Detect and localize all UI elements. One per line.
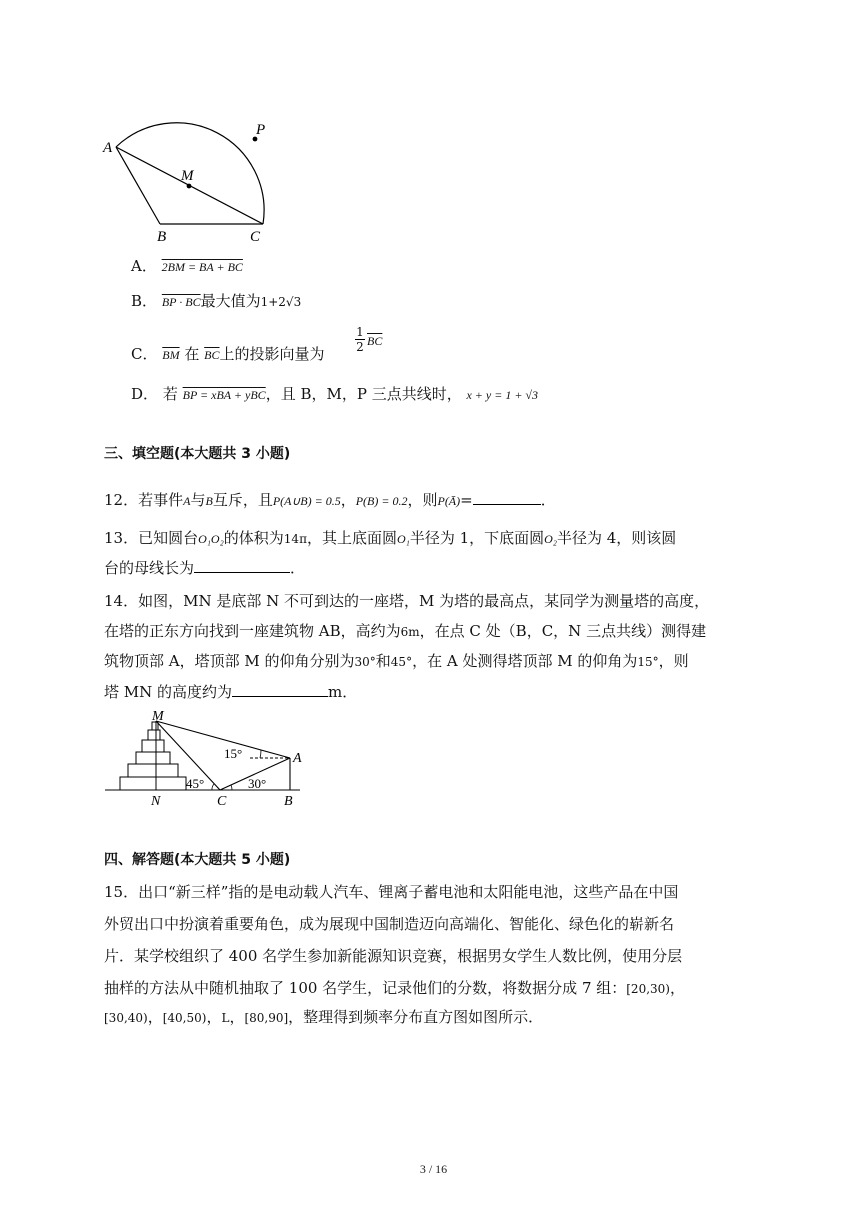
q14-line2: 在塔的正东方向找到一座建筑物 AB，高约为6m，在点 C 处（B，C，N 三点共线）测得建 — [104, 622, 707, 640]
q15-line5: [30,40)，[40,50)，L，[80,90]，整理得到频率分布直方图如图所示． — [104, 1008, 544, 1026]
q15-line3: 片．某学校组织了 400 名学生参加新能源知识竞赛，根据男女学生人数比例，使用分层 — [104, 947, 683, 965]
q14-line1: 14．如图，MN 是底部 N 不可到达的一座塔，M 为塔的最高点，某同学为测量塔的高度， — [104, 592, 710, 610]
label-B: B — [157, 229, 167, 245]
label-A: A — [103, 140, 113, 156]
option-A-math: 2BM = BA + BC — [161, 260, 243, 274]
q15-line1: 15．出口“新三样”指的是电动载人汽车、锂离子蓄电池和太阳能电池，这些产品在中国 — [104, 883, 679, 901]
label-B: B — [284, 794, 293, 808]
option-C: C． $\overline{BM}$ 在 $\overline{BC}$上的投影向量为 — [131, 345, 325, 363]
label-C: C — [217, 794, 227, 808]
label-M: M — [152, 709, 164, 724]
option-C-fraction-vec: $\overline{BC}$ — [367, 334, 383, 348]
q14-line3: 筑物顶部 A，塔顶部 M 的仰角分别为30°和45°，在 A 处测得塔顶部 M 的仰角为15°，则 — [104, 652, 689, 670]
q13-answer-blank[interactable] — [194, 558, 290, 573]
page-number: 3 / 16 — [419, 1162, 448, 1176]
option-D: D． 若 BP = xBA + yBC，且 B，M，P 三点共线时， x + y = 1 + √3 — [131, 385, 539, 403]
q14-line4: 塔 MN 的高度约为 m． — [104, 683, 358, 701]
label-N: N — [151, 794, 161, 808]
label-C: C — [250, 229, 261, 245]
arc-15 — [260, 750, 261, 758]
label-A: A — [293, 751, 302, 766]
q12-answer-blank[interactable] — [473, 490, 541, 505]
option-A: A． 2BM = BA + BC — [131, 257, 243, 275]
label-15: 15° — [224, 746, 243, 761]
tower — [120, 722, 186, 790]
q12: 12．若事件A与B互斥，且P(A∪B) = 0.5，P(B) = 0.2，则P(Ā)= ． — [104, 491, 556, 509]
section3-title: 三、填空题(本大题共 3 小题) — [104, 446, 291, 462]
arc-30 — [231, 785, 232, 790]
section4-title: 四、解答题(本大题共 5 小题) — [104, 852, 291, 868]
figure-tower — [100, 708, 310, 808]
segment-MA — [156, 721, 290, 758]
q14-answer-blank[interactable] — [232, 682, 328, 697]
label-P: P — [256, 122, 266, 138]
point-M — [187, 184, 192, 189]
label-30: 30° — [248, 776, 267, 791]
q13-line2: 台的母线长为 ． — [104, 559, 306, 577]
q15-line2: 外贸出口中扮演着重要角色，成为展现中国制造迈向高端化、智能化、绿色化的崭新名 — [104, 915, 675, 933]
arc-45 — [212, 784, 214, 790]
option-C-fraction: 1 2 — [356, 325, 364, 354]
q13-line1: 13．已知圆台O₁O₂的体积为14π，其上底面圆O₁半径为 1，下底面圆O₂半径为 4，则该圆 — [104, 529, 677, 547]
option-B: B． BP · BC最大值为1+2√3 — [131, 292, 302, 310]
figure-semicircle — [96, 110, 296, 250]
label-M: M — [181, 168, 194, 184]
q15-line4: 抽样的方法从中随机抽取了 100 名学生，记录他们的分数，将数据分成 7 组：[20,30)， — [104, 979, 685, 997]
label-45: 45° — [186, 776, 205, 791]
